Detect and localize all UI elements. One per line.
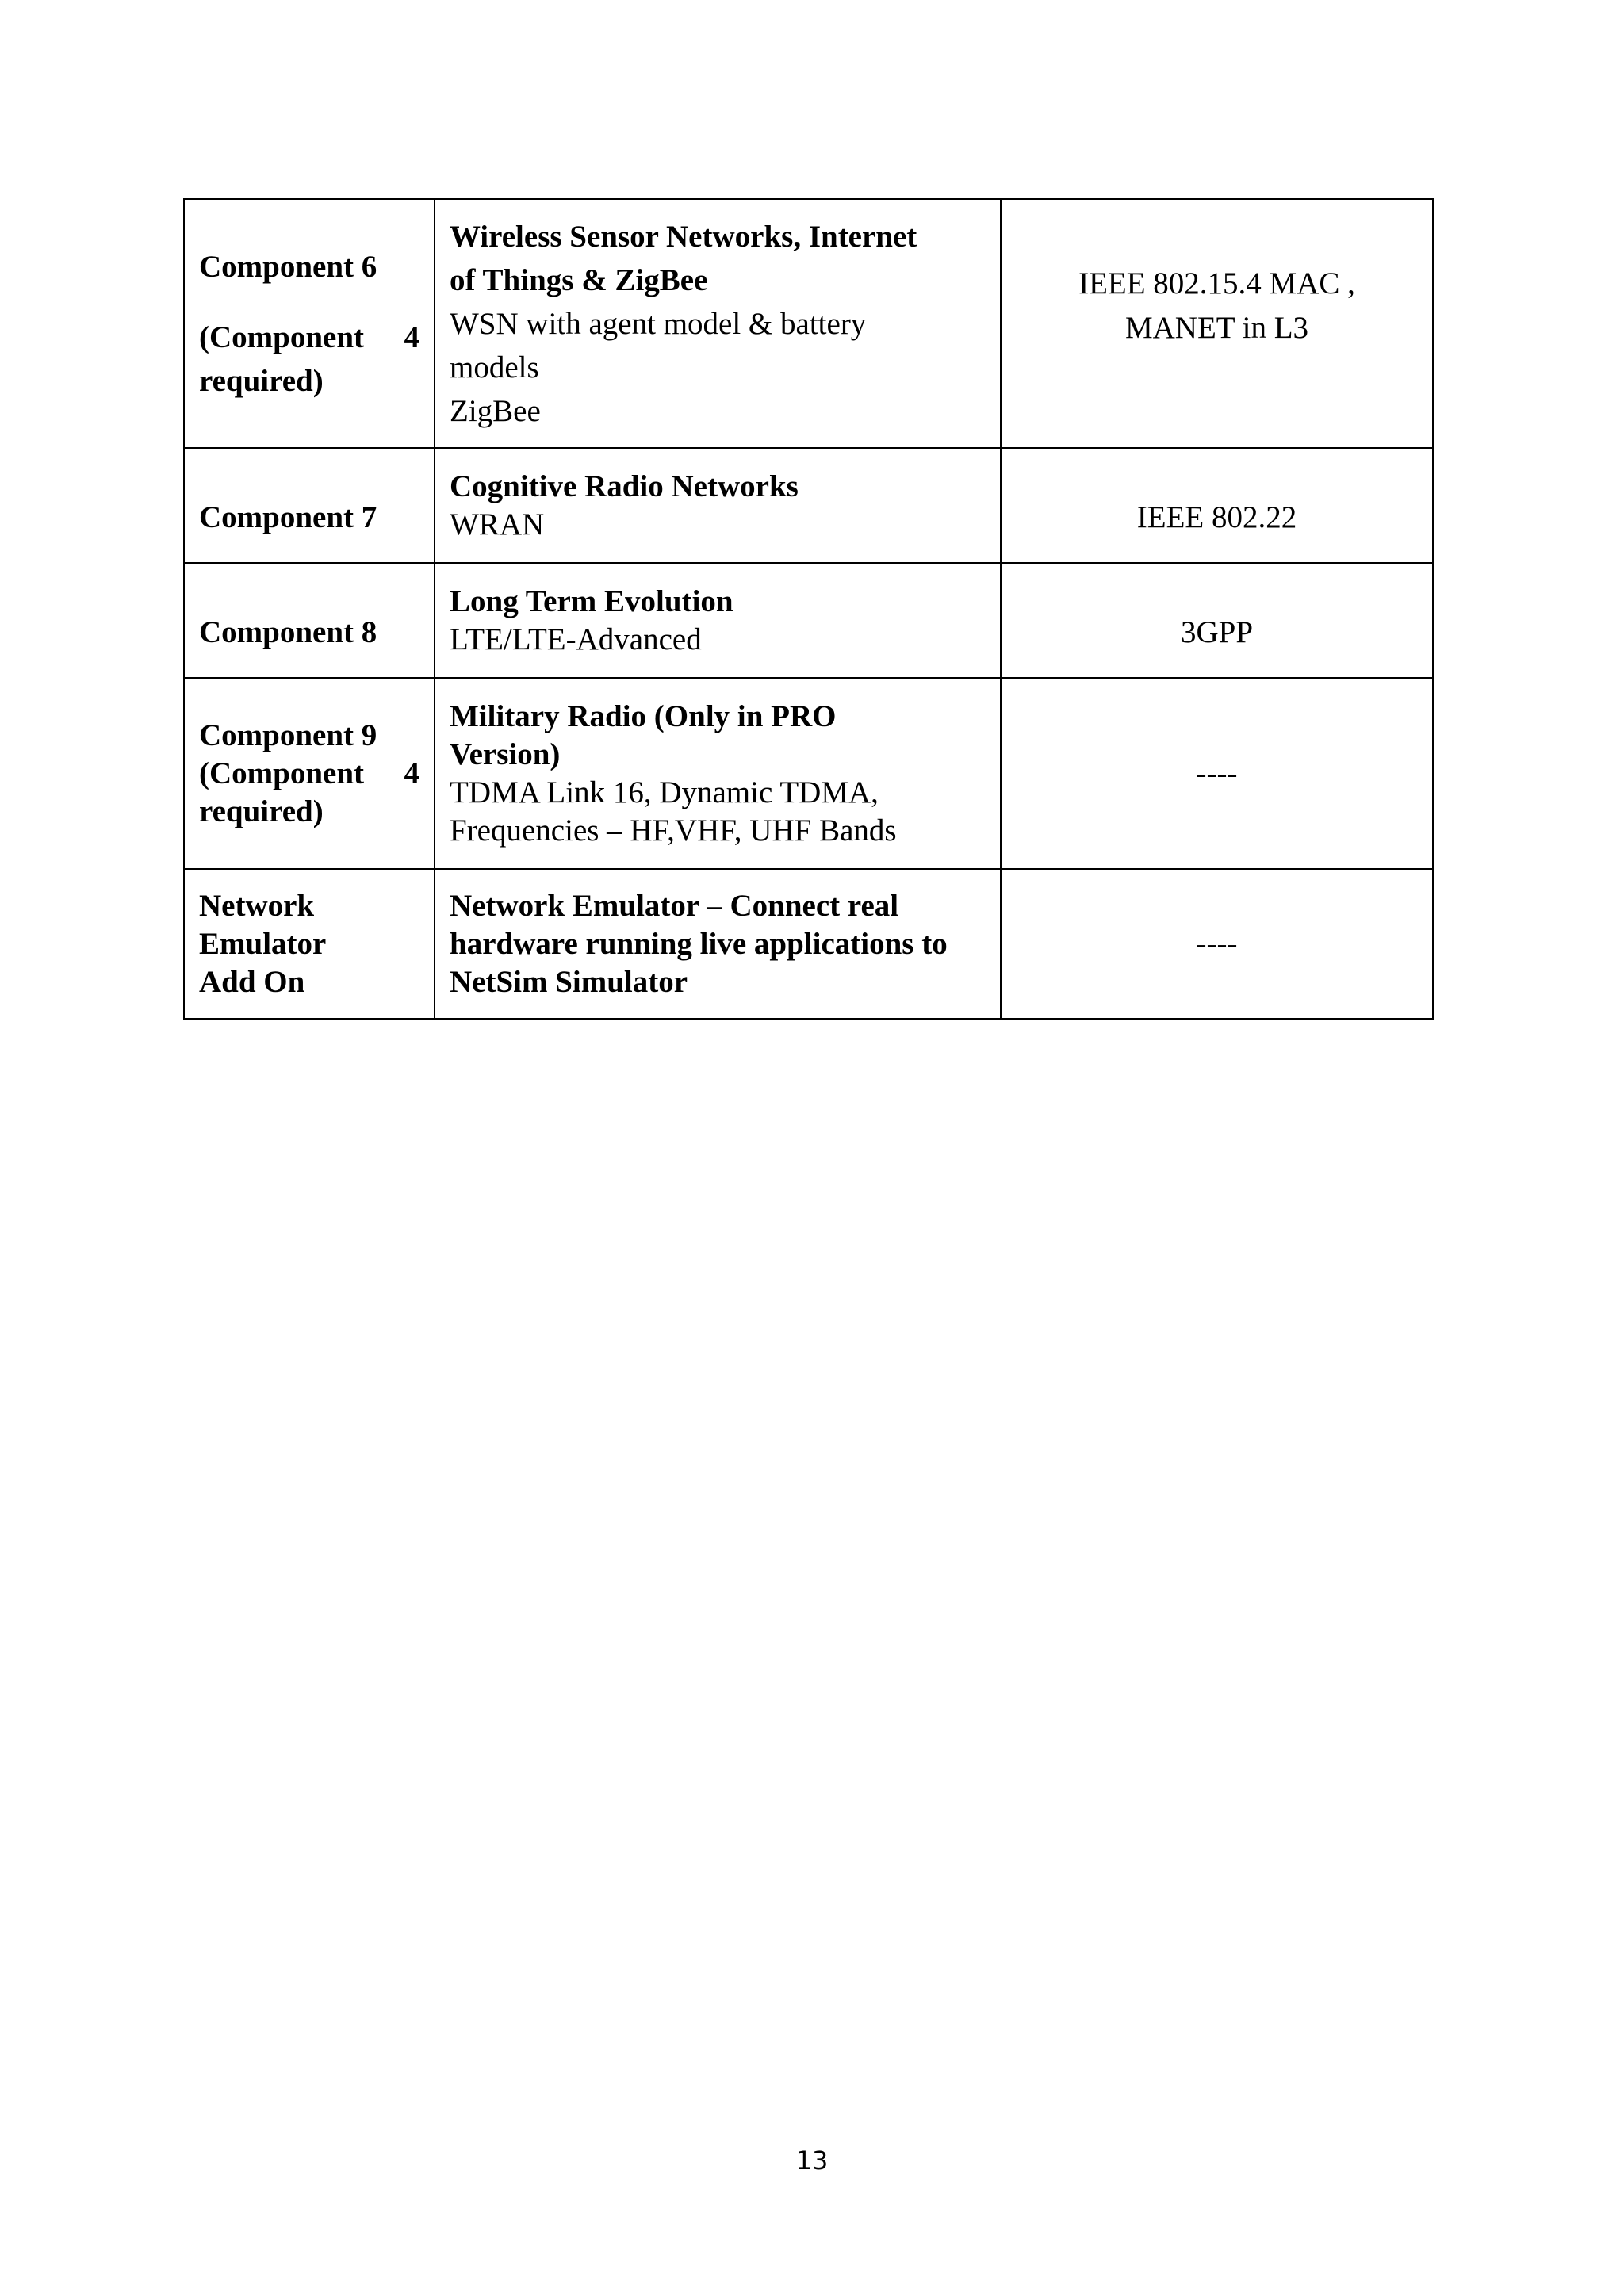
protocol-cell (1001, 448, 1433, 563)
protocol-cell (1001, 869, 1433, 1019)
description-title: hardware running live applications to (450, 926, 948, 961)
protocol-text: ---- (1196, 756, 1238, 790)
protocol-text: IEEE 802.15.4 MAC , (1078, 266, 1355, 300)
protocol-text: MANET in L3 (1124, 311, 1309, 345)
description-detail: WSN with agent model & battery (450, 306, 867, 341)
component-label: Component 6 (199, 249, 377, 284)
description-detail: LTE/LTE-Advanced (450, 622, 702, 656)
component-cell (184, 199, 435, 448)
table-row (184, 678, 1433, 869)
component-label: Emulator (199, 926, 327, 961)
table-row (184, 563, 1433, 678)
component-cell (184, 448, 435, 563)
protocol-cell (1001, 199, 1433, 448)
protocol-cell (1001, 563, 1433, 678)
component-label: Component 7 (199, 499, 377, 534)
component-label: Network (199, 888, 315, 923)
table-row (184, 448, 1433, 563)
protocol-cell (1001, 678, 1433, 869)
protocol-text: 3GPP (1180, 614, 1254, 649)
description-detail: Frequencies – HF,VHF, UHF Bands (450, 813, 897, 848)
component-label: Component 9 (199, 718, 377, 752)
description-cell (435, 199, 1001, 448)
description-title: Military Radio (Only in PRO (450, 698, 837, 733)
component-requirement: required) (199, 363, 324, 398)
description-detail: WRAN (450, 507, 545, 541)
description-cell (435, 448, 1001, 563)
description-title: Long Term Evolution (450, 584, 733, 618)
description-title: Version) (450, 737, 561, 771)
protocol-text: ---- (1196, 926, 1238, 961)
component-spec-table (183, 198, 1434, 1020)
description-title: Wireless Sensor Networks, Internet (450, 219, 917, 254)
component-cell (184, 869, 435, 1019)
component-label: Component 8 (199, 614, 377, 649)
component-requirement: (Component 4 (199, 320, 419, 354)
protocol-text: IEEE 802.22 (1136, 499, 1297, 534)
description-cell (435, 563, 1001, 678)
description-title: Network Emulator – Connect real (450, 888, 899, 923)
description-detail: ZigBee (450, 393, 541, 428)
description-cell (435, 678, 1001, 869)
description-title: of Things & ZigBee (450, 262, 708, 297)
description-detail: models (450, 350, 539, 385)
component-cell (184, 563, 435, 678)
component-label: Add On (199, 964, 305, 999)
component-requirement: (Component 4 (199, 756, 419, 790)
table-row (184, 869, 1433, 1019)
table-row (184, 199, 1433, 448)
component-requirement: required) (199, 794, 324, 828)
description-cell (435, 869, 1001, 1019)
description-detail: TDMA Link 16, Dynamic TDMA, (450, 775, 879, 809)
description-title: Cognitive Radio Networks (450, 469, 799, 503)
component-cell (184, 678, 435, 869)
page-number: 13 (795, 2145, 829, 2175)
description-title: NetSim Simulator (450, 964, 688, 999)
